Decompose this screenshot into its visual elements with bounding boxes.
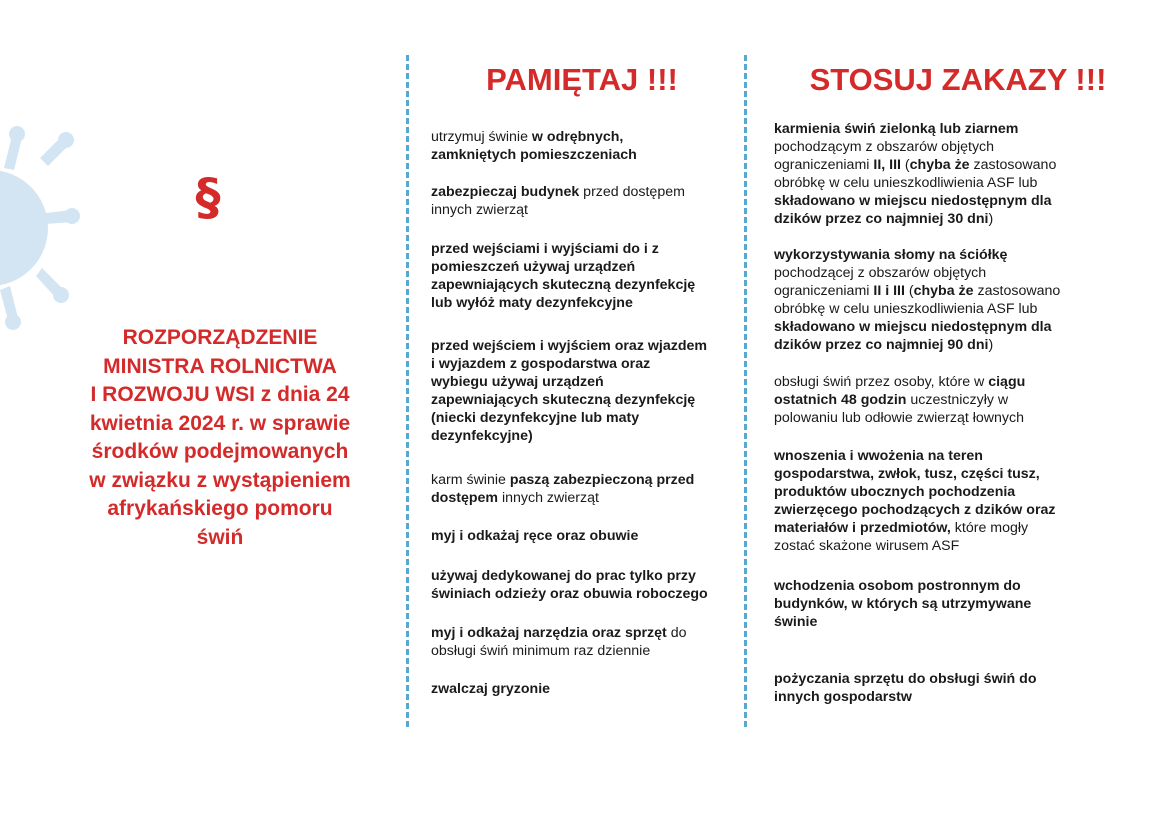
plain-text: utrzymuj świnie [431, 129, 532, 145]
bold-text: wybiegu używaj urządzeń [431, 374, 604, 390]
bold-text: dezynfekcyjne) [431, 428, 533, 444]
plain-text: ) [988, 211, 994, 227]
prohibition-item-line [774, 336, 1060, 354]
virus-spike-tip [64, 208, 80, 224]
plain-text: ( [900, 157, 910, 173]
prohibition-item-line [774, 688, 1037, 706]
bold-text: ciągu [988, 374, 1026, 390]
bold-text: (niecki dezynfekcyjne lub maty [431, 410, 640, 426]
bold-text: dzików przez co najmniej 30 dni [774, 211, 989, 227]
bold-text: zabezpieczaj budynek [431, 184, 580, 200]
bold-text: składowano w miejscu niedostępnym dla [774, 193, 1052, 209]
plain-text: ( [904, 283, 914, 299]
bold-text: II, III [873, 157, 901, 173]
remember-item-line [431, 489, 694, 507]
plain-text: ograniczeniami [774, 283, 874, 299]
bold-text: używaj dedykowanej do prac tylko przy [431, 568, 696, 584]
plain-text: ograniczeniami [774, 157, 874, 173]
regulation-title-line: MINISTRA ROLNICTWA [103, 354, 337, 378]
plain-text: obróbkę w celu unieszkodliwienia ASF lub [774, 301, 1038, 317]
remember-item [431, 471, 694, 507]
plain-text: innych zwierząt [431, 202, 528, 218]
remember-item [431, 337, 707, 445]
plain-text: ) [988, 337, 994, 353]
column-divider-right [744, 55, 747, 727]
prohibition-item [774, 246, 1060, 354]
prohibition-item-line [774, 300, 1060, 318]
prohibition-item-line [774, 120, 1056, 138]
remember-item-line [431, 201, 685, 219]
remember-item-line [431, 258, 695, 276]
bold-text: myj i odkażaj ręce oraz obuwie [431, 528, 639, 544]
remember-item [431, 624, 686, 660]
prohibition-item-line [774, 409, 1025, 427]
bold-text: pożyczania sprzętu do obsługi świń do [774, 671, 1037, 687]
bold-text: pomieszczeń używaj urządzeń [431, 259, 636, 275]
prohibitions-heading: STOSUJ ZAKAZY !!! [809, 62, 1107, 97]
plain-text: które mogły [950, 520, 1029, 536]
prohibition-item-line [774, 483, 1055, 501]
bold-text: produktów ubocznych pochodzenia [774, 484, 1016, 500]
prohibition-item-line [774, 501, 1055, 519]
remember-item-line [431, 527, 638, 545]
plain-text: zastosowano [969, 157, 1057, 173]
bold-text: składowano w miejscu niedostępnym dla [774, 319, 1052, 335]
plain-text: obróbkę w celu unieszkodliwienia ASF lub [774, 175, 1038, 191]
remember-item-line [431, 471, 694, 489]
plain-text: polowaniu lub odłowie zwierząt łownych [774, 410, 1024, 426]
bold-text: wykorzystywania słomy na ściółkę [774, 247, 1008, 263]
remember-item-line [431, 128, 637, 146]
prohibition-item-line [774, 595, 1031, 613]
prohibition-item-line [774, 282, 1060, 300]
remember-item-line [431, 294, 695, 312]
prohibition-item [774, 120, 1056, 228]
prohibition-item-line [774, 670, 1037, 688]
bold-text: świniach odzieży oraz obuwia roboczego [431, 586, 708, 602]
remember-item-line [431, 585, 708, 603]
virus-spike-tip [58, 132, 74, 148]
prohibition-item-line [774, 174, 1056, 192]
paragraph-sign-icon: § [195, 168, 221, 226]
prohibition-item-line [774, 210, 1056, 228]
bold-text: paszą zabezpieczoną przed [509, 472, 695, 488]
bold-text: zwalczaj gryzonie [431, 681, 551, 697]
remember-item-line [431, 276, 695, 294]
remember-item [431, 680, 550, 698]
bold-text: chyba że [913, 283, 974, 299]
column-divider-left [406, 55, 409, 727]
bold-text: innych gospodarstw [774, 689, 912, 705]
remember-item-line [431, 240, 695, 258]
bold-text: budynków, w których są utrzymywane [774, 596, 1032, 612]
prohibition-item [774, 447, 1055, 555]
remember-item-line [431, 355, 707, 373]
plain-text: uczestniczyły w [906, 392, 1009, 408]
plain-text: innych zwierząt [498, 490, 599, 506]
prohibition-item-line [774, 391, 1025, 409]
bold-text: przed wejściami i wyjściami do i z [431, 241, 659, 257]
virus-body [0, 170, 48, 286]
bold-text: w odrębnych, [531, 129, 624, 145]
plain-text: pochodzącej z obszarów objętych [774, 265, 987, 281]
remember-heading: PAMIĘTAJ !!! [486, 62, 678, 97]
prohibition-item-line [774, 246, 1060, 264]
remember-item [431, 128, 637, 164]
bold-text: wnoszenia i wwożenia na teren [774, 448, 983, 464]
plain-text: zostać skażone wirusem ASF [774, 538, 960, 554]
bold-text: lub wyłóż maty dezynfekcyjne [431, 295, 633, 311]
bold-text: gospodarstwa, zwłok, tusz, części tusz, [774, 466, 1040, 482]
remember-item-line [431, 642, 686, 660]
remember-item-line [431, 567, 708, 585]
plain-text: zastosowano [973, 283, 1061, 299]
remember-item-line [431, 624, 686, 642]
remember-item-line [431, 337, 707, 355]
virus-illustration [0, 118, 80, 348]
bold-text: dzików przez co najmniej 90 dni [774, 337, 989, 353]
regulation-title-line: ROZPORZĄDZENIE [122, 326, 318, 349]
regulation-title-line: w związku z wystąpieniem [89, 468, 351, 492]
remember-item [431, 183, 685, 219]
remember-item-line [431, 680, 550, 698]
remember-item-line [431, 183, 685, 201]
remember-item-line [431, 373, 707, 391]
bold-text: przed wejściem i wyjściem oraz wjazdem [431, 338, 707, 354]
prohibition-item-line [774, 156, 1056, 174]
virus-spike-tip [5, 314, 21, 330]
plain-text: obsługi świń przez osoby, które w [774, 374, 989, 390]
plain-text: obsługi świń minimum raz dziennie [431, 643, 651, 659]
bold-text: i wyjazdem z gospodarstwa oraz [431, 356, 651, 372]
remember-item-line [431, 391, 707, 409]
prohibition-item [774, 670, 1037, 706]
remember-item [431, 567, 708, 603]
regulation-title-line: świń [196, 525, 244, 549]
regulation-title-line: środków podejmowanych [91, 440, 349, 463]
bold-text: II i III [873, 283, 905, 299]
plain-text: pochodzącym z obszarów objętych [774, 139, 995, 155]
prohibition-item-line [774, 192, 1056, 210]
plain-text: karm świnie [431, 472, 510, 488]
virus-spike-tip [9, 126, 25, 142]
bold-text: materiałów i przedmiotów, [774, 520, 951, 536]
prohibition-item-line [774, 537, 1055, 555]
prohibition-item-line [774, 613, 1031, 631]
remember-item [431, 527, 638, 545]
bold-text: wchodzenia osobom postronnym do [774, 578, 1021, 594]
prohibition-item-line [774, 447, 1055, 465]
bold-text: myj i odkażaj narzędzia oraz sprzęt [431, 625, 667, 641]
remember-item-line [431, 427, 707, 445]
prohibition-item-line [774, 264, 1060, 282]
bold-text: świnie [774, 614, 818, 630]
bold-text: zamkniętych pomieszczeniach [431, 147, 637, 163]
regulation-title [70, 324, 370, 552]
bold-text: karmienia świń zielonką lub ziarnem [774, 121, 1019, 137]
prohibition-item-line [774, 373, 1025, 391]
prohibition-item-line [774, 465, 1055, 483]
prohibition-item-line [774, 138, 1056, 156]
regulation-title-line: kwietnia 2024 r. w sprawie [89, 411, 351, 435]
prohibition-item [774, 373, 1025, 427]
prohibition-item [774, 577, 1031, 631]
remember-item [431, 240, 695, 312]
remember-item-line [431, 146, 637, 164]
bold-text: zapewniających skuteczną dezynfekcję [431, 392, 696, 408]
plain-text: do [666, 625, 687, 641]
remember-item-line [431, 409, 707, 427]
bold-text: ostatnich 48 godzin [774, 392, 907, 408]
bold-text: zwierzęcego pochodzących z dzików oraz [774, 502, 1056, 518]
prohibition-item-line [774, 519, 1055, 537]
bold-text: dostępem [431, 490, 499, 506]
virus-spike-tip [53, 287, 69, 303]
regulation-title-line: afrykańskiego pomoru [107, 497, 333, 520]
bold-text: zapewniających skuteczną dezynfekcję [431, 277, 696, 293]
plain-text: przed dostępem [579, 184, 685, 200]
regulation-title-line: I ROZWOJU WSI z dnia 24 [90, 383, 350, 406]
prohibition-item-line [774, 577, 1031, 595]
bold-text: chyba że [909, 157, 970, 173]
prohibition-item-line [774, 318, 1060, 336]
